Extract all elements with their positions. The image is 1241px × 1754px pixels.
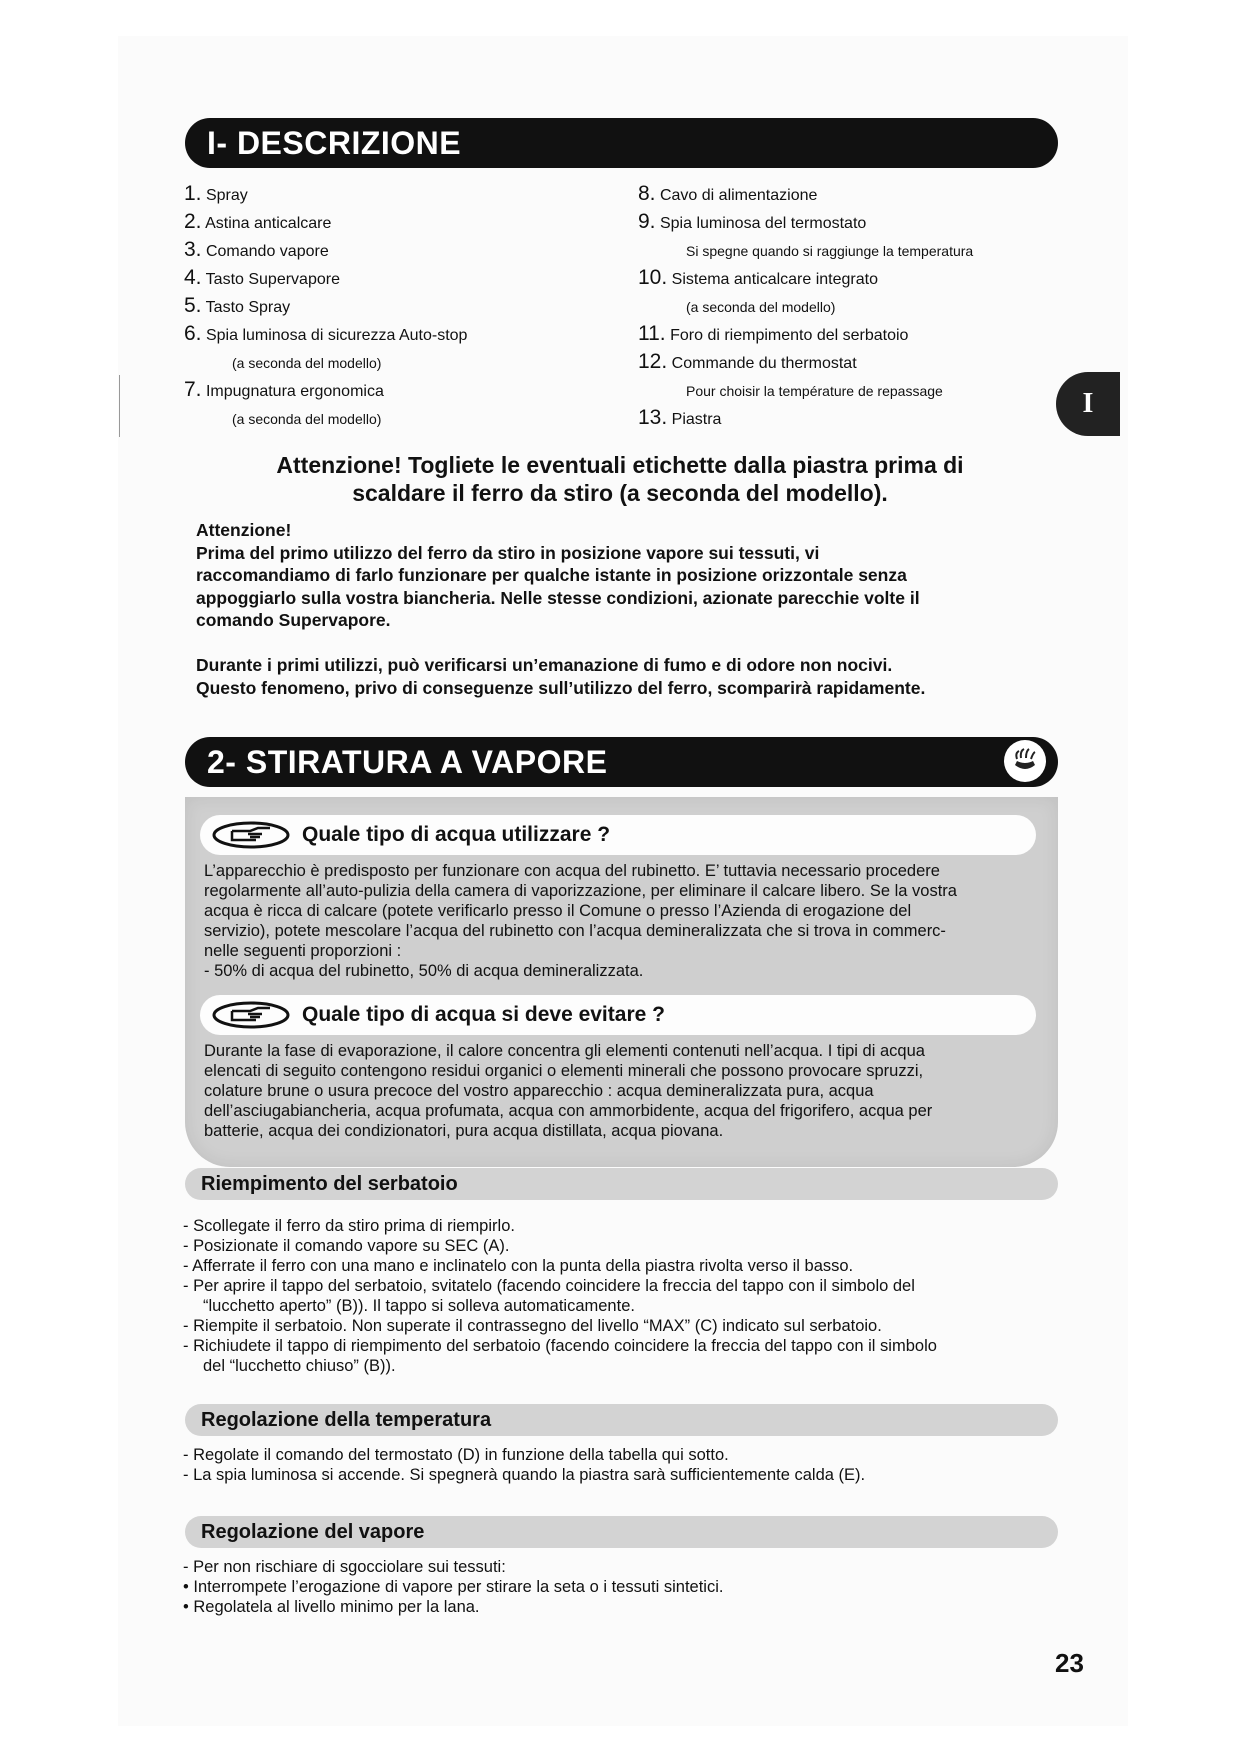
list-item: 2. Astina anticalcare (184, 210, 332, 233)
margin-rule (119, 375, 120, 437)
section-title: 2- STIRATURA A VAPORE (207, 743, 608, 780)
list-item: 7. Impugnatura ergonomica (184, 378, 384, 401)
first-use-warning: Attenzione! Prima del primo utilizzo del ferro da stiro in posizione vapore sui tessuti, vi raccomandiamo di farlo funzionare per qualche istante in posizione orizzontale senza appoggiarlo sulla vostra biancheria. Nelle stesse condizioni, azionate parecchie volte il comando Supervapore. (196, 520, 920, 630)
list-item: 4. Tasto Supervapore (184, 266, 340, 289)
steam-instructions: - Per non rischiare di sgocciolare sui tessuti: • Interrompete l’erogazione di vapore per stirare la seta o i tessuti sintetici. • Regolatela al livello minimo per la lana. (183, 1558, 724, 1616)
label-warning: Attenzione! Togliete le eventuali etichette dalla piastra prima di scaldare il ferro da stiro (a seconda del modello). (276, 452, 964, 506)
list-item-note: (a seconda del modello) (686, 299, 836, 315)
section-title: I- DESCRIZIONE (207, 124, 462, 161)
question-water-use: Quale tipo di acqua utilizzare ? (200, 815, 1036, 855)
subheader-steam: Regolazione del vapore (185, 1516, 1058, 1548)
section-header-stiratura (185, 737, 1058, 787)
language-tab: I (1056, 372, 1120, 436)
page-number: 23 (1055, 1648, 1084, 1678)
list-item: 12. Commande du thermostat (638, 350, 857, 373)
subheader-fill: Riempimento del serbatoio (185, 1168, 1058, 1200)
list-item-note: Si spegne quando si raggiunge la temperatura (686, 243, 974, 259)
list-item-note: (a seconda del modello) (232, 355, 382, 371)
list-item: 1. Spray (184, 182, 248, 205)
smoke-notice: Durante i primi utilizzi, può verificarsi un’emanazione di fumo e di odore non nocivi. Questo fenomeno, privo di conseguenze sull’utilizzo del ferro, scomparirà rapidamente. (196, 655, 926, 698)
list-item: 13. Piastra (638, 406, 722, 429)
question-water-avoid: Quale tipo di acqua si deve evitare ? (200, 995, 1036, 1035)
fill-instructions: - Scollegate il ferro da stiro prima di riempirlo. - Posizionate il comando vapore su SEC (A). - Afferrate il ferro con una mano e inclinatelo con la punta della piastra rivolta verso il basso. - Per aprire il tappo del serbatoio, svitatelo (facendo coincidere la freccia del tappo con il simbolo del “lucchetto aperto” (B)). Il tappo si solleva automaticamente. - Riempite il serbatoio. Non superate il contrassegno del livello “MAX” (C) indicato sul serbatoio. - Richiudete il tappo di riempimento del serbatoio (facendo coincidere la freccia del tappo con il simbolo del “lucchetto chiuso” (B)). (183, 1217, 937, 1375)
steam-iron-icon (1004, 740, 1046, 782)
water-avoid-text: Durante la fase di evaporazione, il calore concentra gli elementi contenuti nell’acqua. I tipi di acqua elencati di seguito contengono residui organici o elementi minerali che possono provocare spruzzi, colature brune o usura precoce del vostro apparecchio : acqua demineralizzata pura, acqua dell’asciugabiancheria, acqua profumata, acqua con ammorbidente, acqua del frigorifero, acqua per batterie, acqua dei condizionatori, pura acqua distillata, acqua piovana. (204, 1042, 933, 1140)
list-item: 5. Tasto Spray (184, 294, 291, 317)
pointing-hand-icon (212, 821, 290, 849)
temperature-instructions: - Regolate il comando del termostato (D) in funzione della tabella qui sotto. - La spia luminosa si accende. Si spegnerà quando la piastra sarà sufficientemente calda (E). (183, 1446, 866, 1484)
water-use-text: L’apparecchio è predisposto per funzionare con acqua del rubinetto. E’ tuttavia necessario procedere regolarmente all’auto-pulizia della camera di vaporizzazione, per eliminare il calcare libero. Se la vostra acqua è ricca di calcare (potete verificarlo presso il Comune o presso l’Azienda di erogazione del servizio), potete mescolare l’acqua del rubinetto con l’acqua demineralizzata che si trova in commerc- nelle seguenti proporzioni : - 50% di acqua del rubinetto, 50% di acqua demineralizzata. (204, 862, 957, 980)
list-item-note: Pour choisir la température de repassage (686, 383, 943, 399)
list-item: 8. Cavo di alimentazione (638, 182, 818, 205)
list-item: 10. Sistema anticalcare integrato (638, 266, 878, 289)
section-header-descrizione (185, 118, 1058, 168)
subheader-temperature: Regolazione della temperatura (185, 1404, 1058, 1436)
list-item: 3. Comando vapore (184, 238, 329, 261)
list-item: 11. Foro di riempimento del serbatoio (638, 322, 909, 345)
list-item: 9. Spia luminosa del termostato (638, 210, 867, 233)
pointing-hand-icon (212, 1001, 290, 1029)
list-item-note: (a seconda del modello) (232, 411, 382, 427)
list-item: 6. Spia luminosa di sicurezza Auto-stop (184, 322, 468, 345)
